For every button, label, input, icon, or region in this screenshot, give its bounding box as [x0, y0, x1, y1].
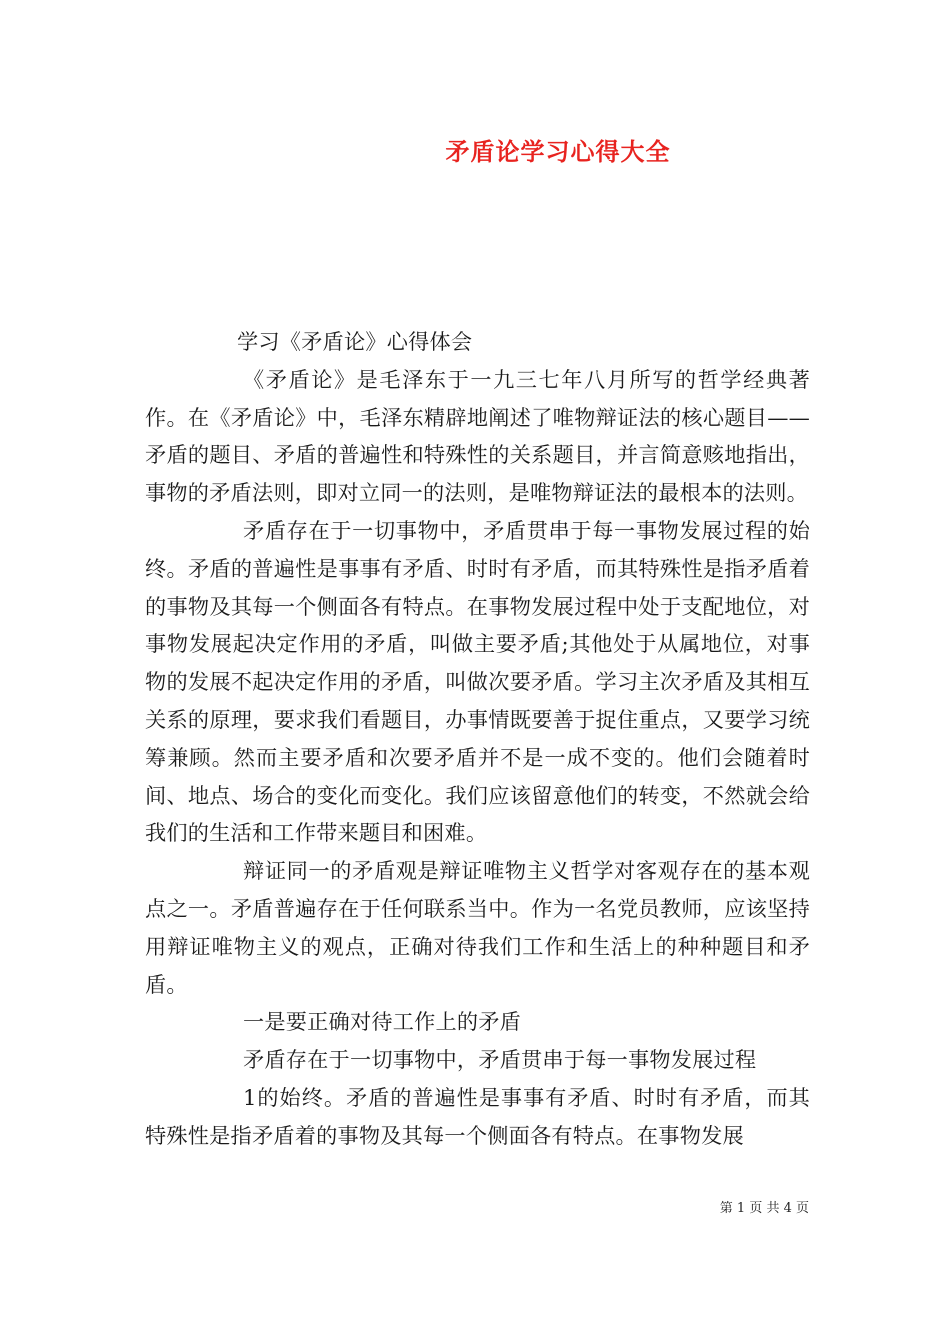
paragraph: 辩证同一的矛盾观是辩证唯物主义哲学对客观存在的基本观点之一。矛盾普遍存在于任何联系当中。作为一名党员教师，应该坚持用辩证唯物主义的观点，正确对待我们工作和生活上的种种题目和矛盾。 — [145, 858, 810, 997]
paragraph: 矛盾存在于一切事物中，矛盾贯串于每一事物发展过程的始终。矛盾的普遍性是事事有矛盾、时时有矛盾，而其特殊性是指矛盾着的事物及其每一个侧面各有特点。在事物发展过程中处于支配地位，对事物发展起决定作用的矛盾，叫做主要矛盾;其他处于从属地位，对事物的发展不起决定作用的矛盾，叫做次要矛盾。学习主次矛盾及其相互关系的原理，要求我们看题目，办事情既要善于捉住重点，又要学习统筹兼顾。然而主要矛盾和次要矛盾并不是一成不变的。他们会随着时间、地点、场合的变化而变化。我们应该留意他们的转变，不然就会给我们的生活和工作带来题目和困难。 — [145, 517, 810, 846]
page-number: 第 1 页 共 4 页 — [719, 1201, 809, 1216]
document-title: 矛盾论学习心得大全 — [445, 137, 671, 166]
section-heading: 学习《矛盾论》心得体会 — [237, 329, 473, 354]
paragraph: 矛盾存在于一切事物中，矛盾贯串于每一事物发展过程 — [243, 1047, 757, 1073]
document-body — [145, 323, 810, 1155]
paragraph: 《矛盾论》是毛泽东于一九三七年八月所写的哲学经典著作。在《矛盾论》中，毛泽东精辟地阐述了唯物辩证法的核心题目——矛盾的题目、矛盾的普遍性和特殊性的关系题目，并言简意赅地指出，事物的矛盾法则，即对立同一的法则，是唯物辩证法的最根本的法则。 — [145, 366, 810, 506]
subheading: 一是要正确对待工作上的矛盾 — [243, 1009, 522, 1035]
paragraph: 1的始终。矛盾的普遍性是事事有矛盾、时时有矛盾，而其特殊性是指矛盾着的事物及其每一个侧面各有特点。在事物发展 — [145, 1084, 810, 1148]
